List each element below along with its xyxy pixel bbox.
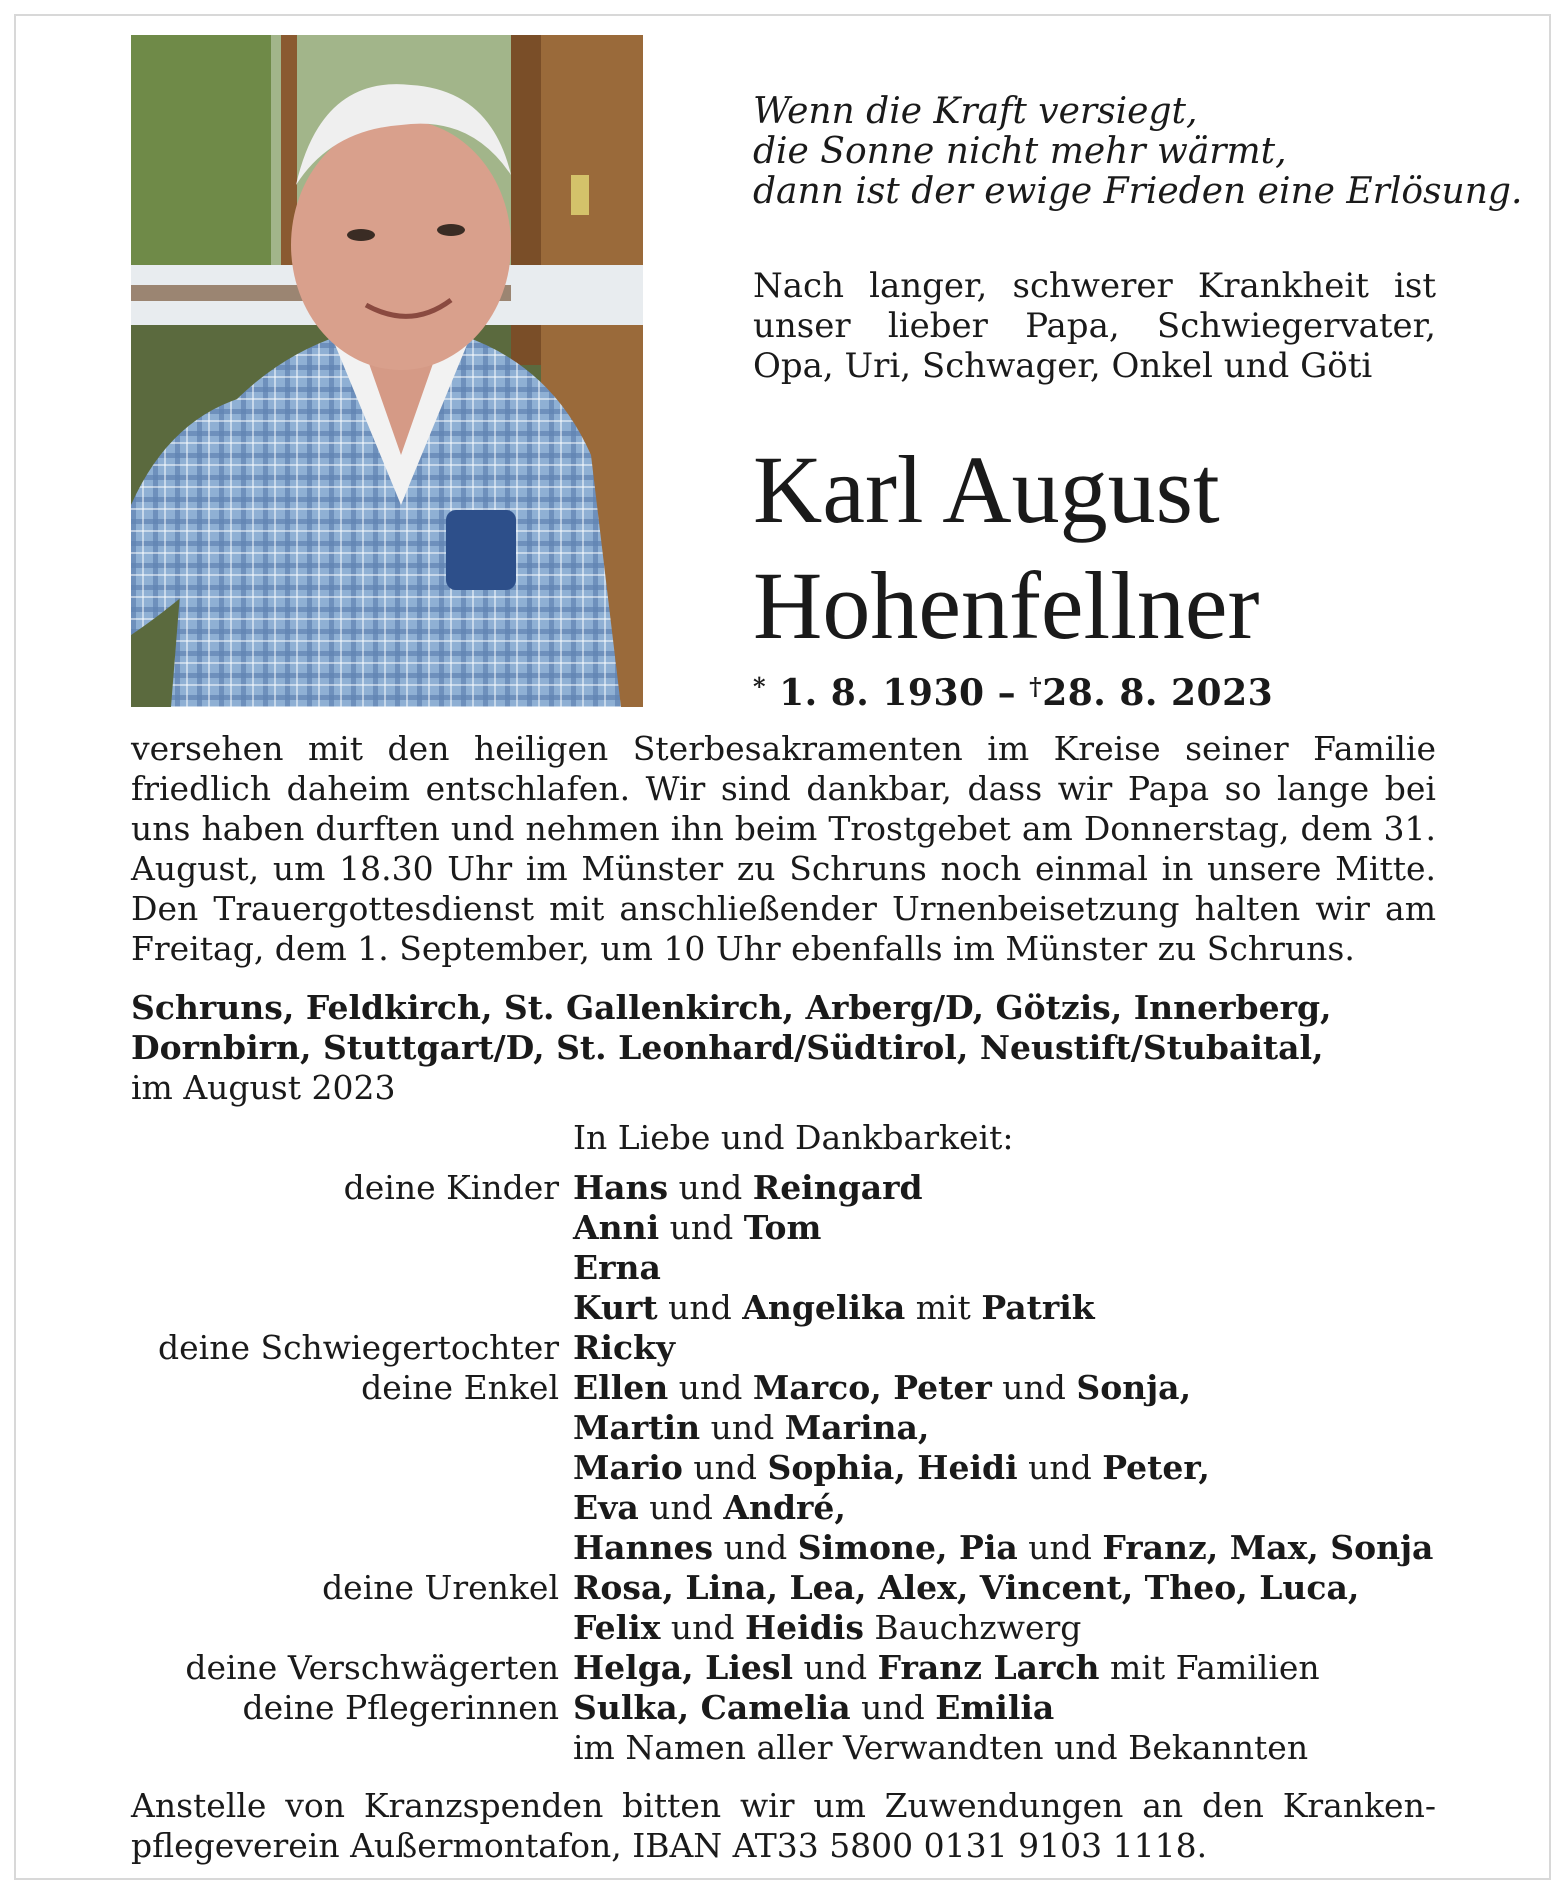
deceased-last-name: Hohenfellner [753, 552, 1260, 659]
places-line: Dornbirn, Stuttgart/D, St. Leonhard/Südtirol, Neustift/Stubaital, [131, 1028, 1324, 1067]
portrait-photo [131, 35, 643, 707]
family-names: Erna [573, 1248, 661, 1287]
places-block [131, 988, 1451, 1108]
family-row [0, 1488, 1567, 1528]
relation-label: deine Schwiegertochter [157, 1328, 559, 1367]
family-names: Martin und Marina, [573, 1408, 930, 1447]
life-dates [753, 672, 1273, 714]
places-date: im August 2023 [131, 1068, 396, 1107]
verse-line: die Sonne nicht mehr wärmt, [753, 131, 1287, 172]
family-names: Hans und Reingard [573, 1168, 923, 1207]
family-names: Helga, Liesl und Franz Larch mit Familien [573, 1648, 1320, 1687]
family-names: Eva und André, [573, 1488, 846, 1527]
family-row [0, 1168, 1567, 1208]
relation-label: deine Pflegerinnen [242, 1688, 559, 1727]
verse-line: Wenn die Kraft versiegt, [753, 91, 1198, 132]
family-names: Anni und Tom [573, 1208, 822, 1247]
family-row [0, 1448, 1567, 1488]
deceased-first-names: Karl August [753, 436, 1220, 543]
donation-note: Anstelle von Kranzspenden bitten wir um Zuwendungen an den Krankenpflegeverein Außermontafon, IBAN AT33 5800 0131 9103 1118. [131, 1786, 1436, 1865]
family-row [0, 1288, 1567, 1328]
relation-label: deine Enkel [361, 1368, 559, 1407]
relation-label: deine Verschwägerten [185, 1648, 559, 1687]
family-row [0, 1248, 1567, 1288]
family-row [0, 1528, 1567, 1568]
family-row [0, 1608, 1567, 1648]
family-names: Ellen und Marco, Peter und Sonja, [573, 1368, 1192, 1407]
family-row [0, 1208, 1567, 1248]
family-row [0, 1328, 1567, 1368]
family-row [0, 1368, 1567, 1408]
death-symbol: † [1029, 672, 1043, 701]
portrait-illustration [131, 35, 643, 707]
verse [753, 91, 1523, 212]
family-names: Hannes und Simone, Pia und Franz, Max, Sonja [573, 1528, 1434, 1567]
family-row [0, 1568, 1567, 1608]
intro-text: Nach langer, schwerer Krankheit ist unser lieber Papa, Schwiegervater, Opa, Uri, Schwager, Onkel und Göti [753, 266, 1436, 386]
death-date: 28. 8. 2023 [1042, 672, 1274, 714]
family-names: Felix und Heidis Bauchzwerg [573, 1608, 1082, 1647]
family-list [0, 1168, 1567, 1768]
verse-line: dann ist der ewige Frieden eine Erlösung. [753, 171, 1523, 212]
family-row [0, 1688, 1567, 1728]
family-names: Mario und Sophia, Heidi und Peter, [573, 1448, 1210, 1487]
family-names: Ricky [573, 1328, 676, 1367]
family-names: Kurt und Angelika mit Patrik [573, 1288, 1095, 1327]
relation-label: deine Urenkel [322, 1568, 559, 1607]
family-names: Rosa, Lina, Lea, Alex, Vincent, Theo, Luca, [573, 1568, 1360, 1607]
date-separator: – [997, 672, 1017, 714]
announcement-body: versehen mit den heiligen Sterbesakramenten im Kreise seiner Familie friedlich daheim entschlafen. Wir sind dankbar, dass wir Papa so lange bei uns haben durften und nehmen ihn beim Trostgebet am Donnerstag, dem 31. August, um 18.30 Uhr im Münster zu Schruns noch einmal in unsere Mitte. Den Trauergottesdienst mit anschließender Urnenbeisetzung halten wir am Freitag, dem 1. September, um 10 Uhr ebenfalls im Münster zu Schruns. [131, 729, 1436, 968]
thanks-heading: In Liebe und Dankbarkeit: [573, 1118, 1014, 1157]
family-row [0, 1408, 1567, 1448]
closing-line: im Namen aller Verwandten und Bekannten [573, 1728, 1309, 1767]
birth-symbol: * [753, 672, 767, 701]
relation-label: deine Kinder [343, 1168, 559, 1207]
family-names: Sulka, Camelia und Emilia [573, 1688, 1055, 1727]
places-line: Schruns, Feldkirch, St. Gallenkirch, Arberg/D, Götzis, Innerberg, [131, 988, 1332, 1027]
family-row [0, 1648, 1567, 1688]
family-row [0, 1728, 1567, 1768]
deceased-name [753, 432, 1473, 664]
birth-date: 1. 8. 1930 [779, 672, 985, 714]
